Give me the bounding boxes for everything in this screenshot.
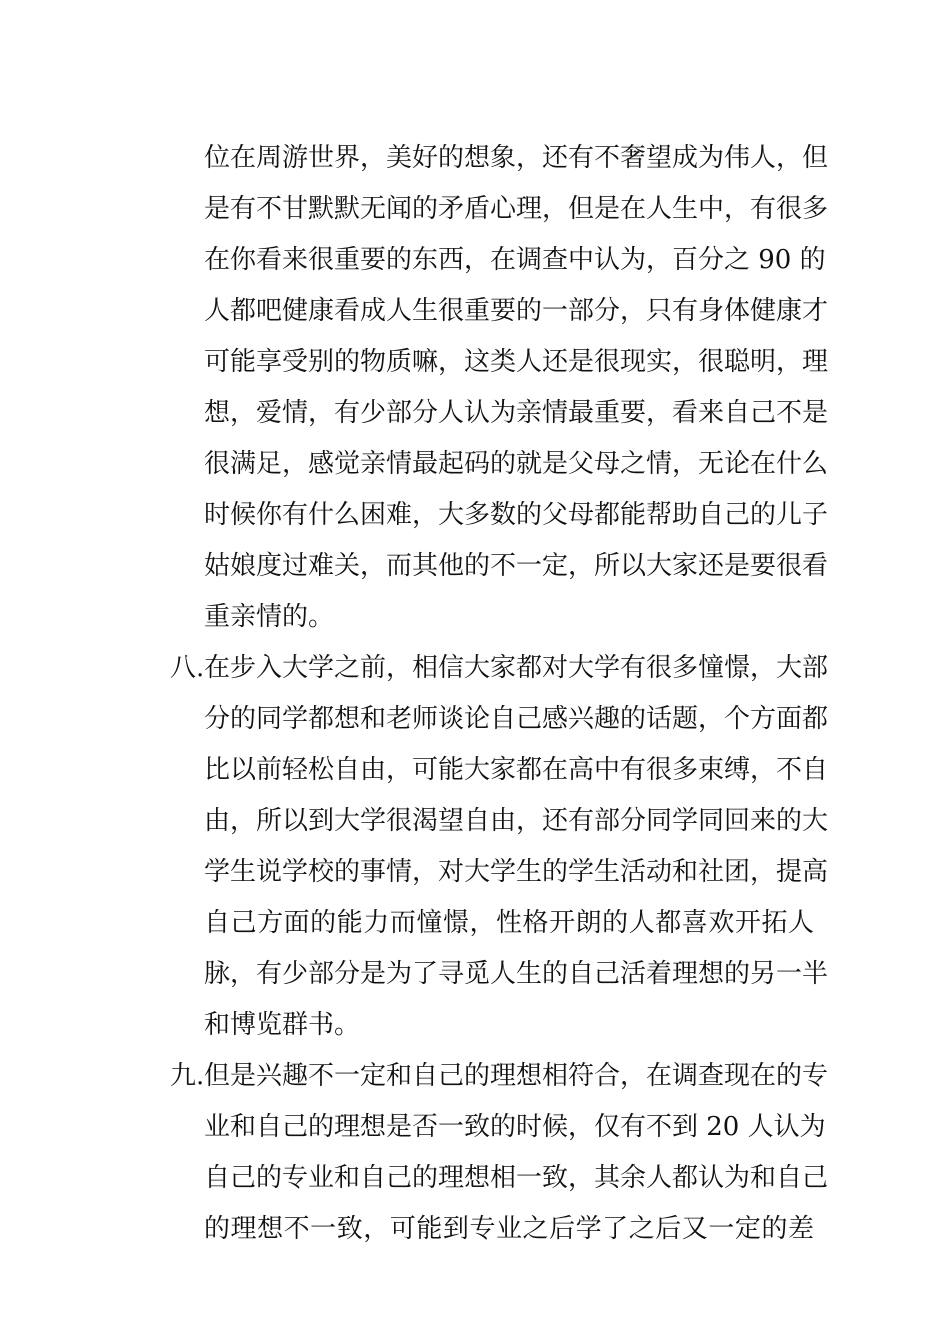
paragraph-line: 和博览群书。 [204,1010,361,1040]
paragraph-line: 很满足，感觉亲情最起码的就是父母之情，无论在什么 [204,449,829,479]
list-marker-8: 八. [170,653,205,683]
paragraph-line: 比以前轻松自由，可能大家都在高中有很多束缚，不自 [204,755,829,785]
paragraph-line: 自己的专业和自己的理想相一致，其余人都认为和自己 [204,1163,829,1193]
paragraph-line: 但是兴趣不一定和自己的理想相符合，在调查现在的专 [204,1061,829,1091]
paragraph-line: 在步入大学之前，相信大家都对大学有很多憧憬，大部 [204,653,829,683]
paragraph-line: 重亲情的。 [204,602,335,632]
paragraph-line: 由，所以到大学很渴望自由，还有部分同学同回来的大 [204,806,829,836]
paragraph-line: 想，爱情，有少部分人认为亲情最重要，看来自己不是 [204,398,829,428]
paragraph-line: 的理想不一致，可能到专业之后学了之后又一定的差 [204,1214,814,1244]
list-marker-9: 九. [170,1061,205,1091]
paragraph-line: 自己方面的能力而憧憬，性格开朗的人都喜欢开拓人 [204,908,814,938]
paragraph-line: 姑娘度过难关，而其他的不一定，所以大家还是要很看 [204,551,829,581]
paragraph-line: 是有不甘默默无闻的矛盾心理，但是在人生中，有很多 [204,194,829,224]
paragraph-line: 学生说学校的事情，对大学生的学生活动和社团，提高 [204,857,829,887]
paragraph-line: 分的同学都想和老师谈论自己感兴趣的话题，个方面都 [204,704,829,734]
paragraph-line: 时候你有什么困难，大多数的父母都能帮助自己的儿子 [204,500,829,530]
paragraph-line: 业和自己的理想是否一致的时候，仅有不到 20 人认为 [204,1112,826,1142]
paragraph-line: 位在周游世界，美好的想象，还有不奢望成为伟人，但 [204,143,829,173]
paragraph-line: 可能享受别的物质嘛，这类人还是很现实，很聪明，理 [204,347,829,377]
paragraph-line: 脉，有少部分是为了寻觅人生的自己活着理想的另一半 [204,959,829,989]
paragraph-line: 人都吧健康看成人生很重要的一部分，只有身体健康才 [204,296,829,326]
paragraph-line: 在你看来很重要的东西，在调查中认为，百分之 90 的 [204,245,826,275]
